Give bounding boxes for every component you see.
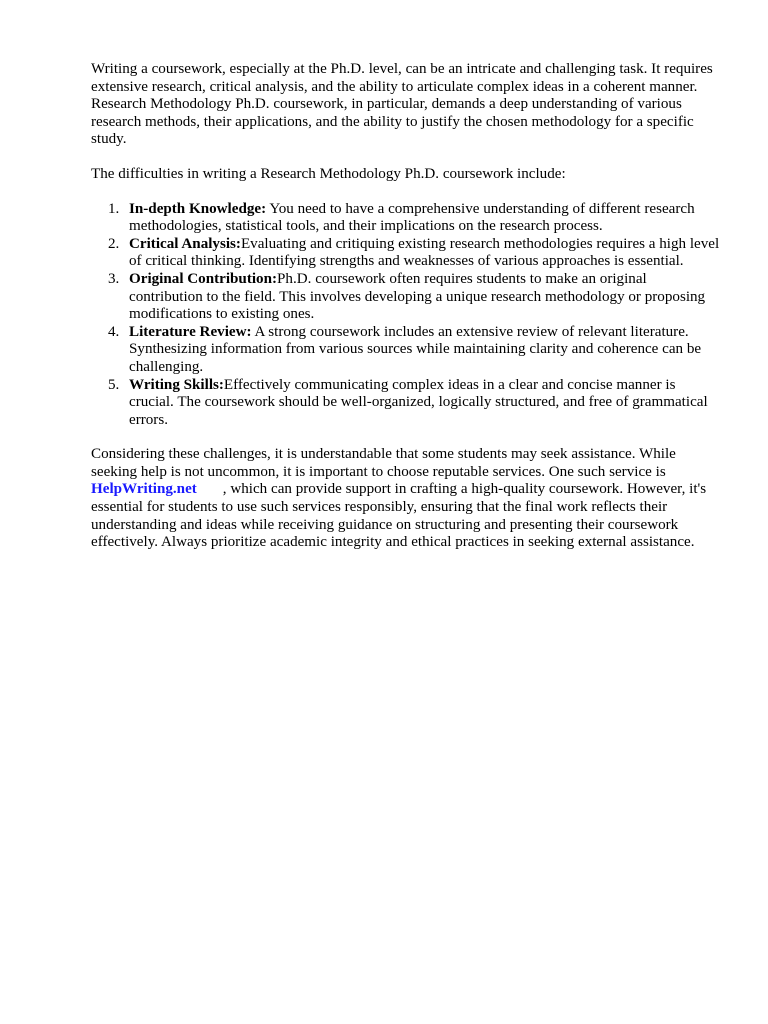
document-page — [91, 61, 721, 569]
list-item-text: You need to have a comprehensive understanding of different research methodologies, statistical tools, and their implications on the research process. — [129, 200, 695, 235]
list-item-text: Effectively communicating complex ideas in a clear and concise manner is crucial. The coursework should be well-organized, logically structured, and free of grammatical errors. — [129, 376, 708, 428]
list-item-text: Ph.D. coursework often requires students to make an original contribution to the field. This involves developing a unique research methodology or proposing modifications to existing ones. — [129, 270, 706, 323]
list-item-literature-review — [91, 324, 721, 377]
list-item-writing-skills — [91, 377, 721, 430]
list-lead-paragraph: The difficulties in writing a Research Methodology Ph.D. coursework include: — [91, 165, 566, 182]
closing-text-before-link: Considering these challenges, it is understandable that some students may seek assistance. While seeking help is not uncommon, it is important to choose reputable services. One such service is — [91, 446, 676, 480]
list-item-title: Critical Analysis: — [129, 235, 241, 252]
list-item-critical-analysis — [91, 236, 721, 271]
list-item-title: Writing Skills: — [129, 376, 224, 393]
intro-paragraph: Writing a coursework, especially at the Ph.D. level, can be an intricate and challenging task. It requires extensive research, critical analysis, and the ability to articulate complex ideas in a coherent manner. Research Methodology Ph.D. coursework, in particular, demands a deep understanding of various research methods, their applications, and the ability to justify the chosen methodology for a specific study. — [91, 61, 713, 148]
list-item-number: 3. — [108, 270, 120, 287]
list-item-number: 4. — [108, 323, 120, 340]
closing-paragraph — [91, 446, 721, 552]
list-item-in-depth-knowledge — [91, 201, 721, 236]
list-item-title: In-depth Knowledge: — [129, 200, 267, 217]
list-item-text: A strong coursework includes an extensive review of relevant literature. Synthesizing information from various sources while maintaining clarity and coherence can be challenging. — [129, 323, 702, 375]
closing-text-after-link: , which can provide support in crafting a high-quality coursework. However, it's essential for students to use such services responsibly, ensuring that the final work reflects their understanding and ideas while receiving guidance on structuring and presenting their coursework effectively. Always prioritize academic integrity and ethical practices in seeking external assistance. — [91, 481, 707, 551]
difficulties-list — [91, 201, 721, 430]
list-item-number: 2. — [108, 235, 120, 252]
list-item-title: Literature Review: — [129, 323, 252, 340]
list-item-number: 1. — [108, 200, 120, 217]
list-item-text: Evaluating and critiquing existing research methodologies requires a high level of critical thinking. Identifying strengths and weaknesses of various approaches is essential. — [129, 235, 720, 270]
list-item-number: 5. — [108, 376, 120, 393]
list-item-title: Original Contribution: — [129, 270, 278, 287]
list-item-original-contribution — [91, 271, 721, 324]
helpwriting-link[interactable]: HelpWriting.net — [91, 481, 197, 498]
